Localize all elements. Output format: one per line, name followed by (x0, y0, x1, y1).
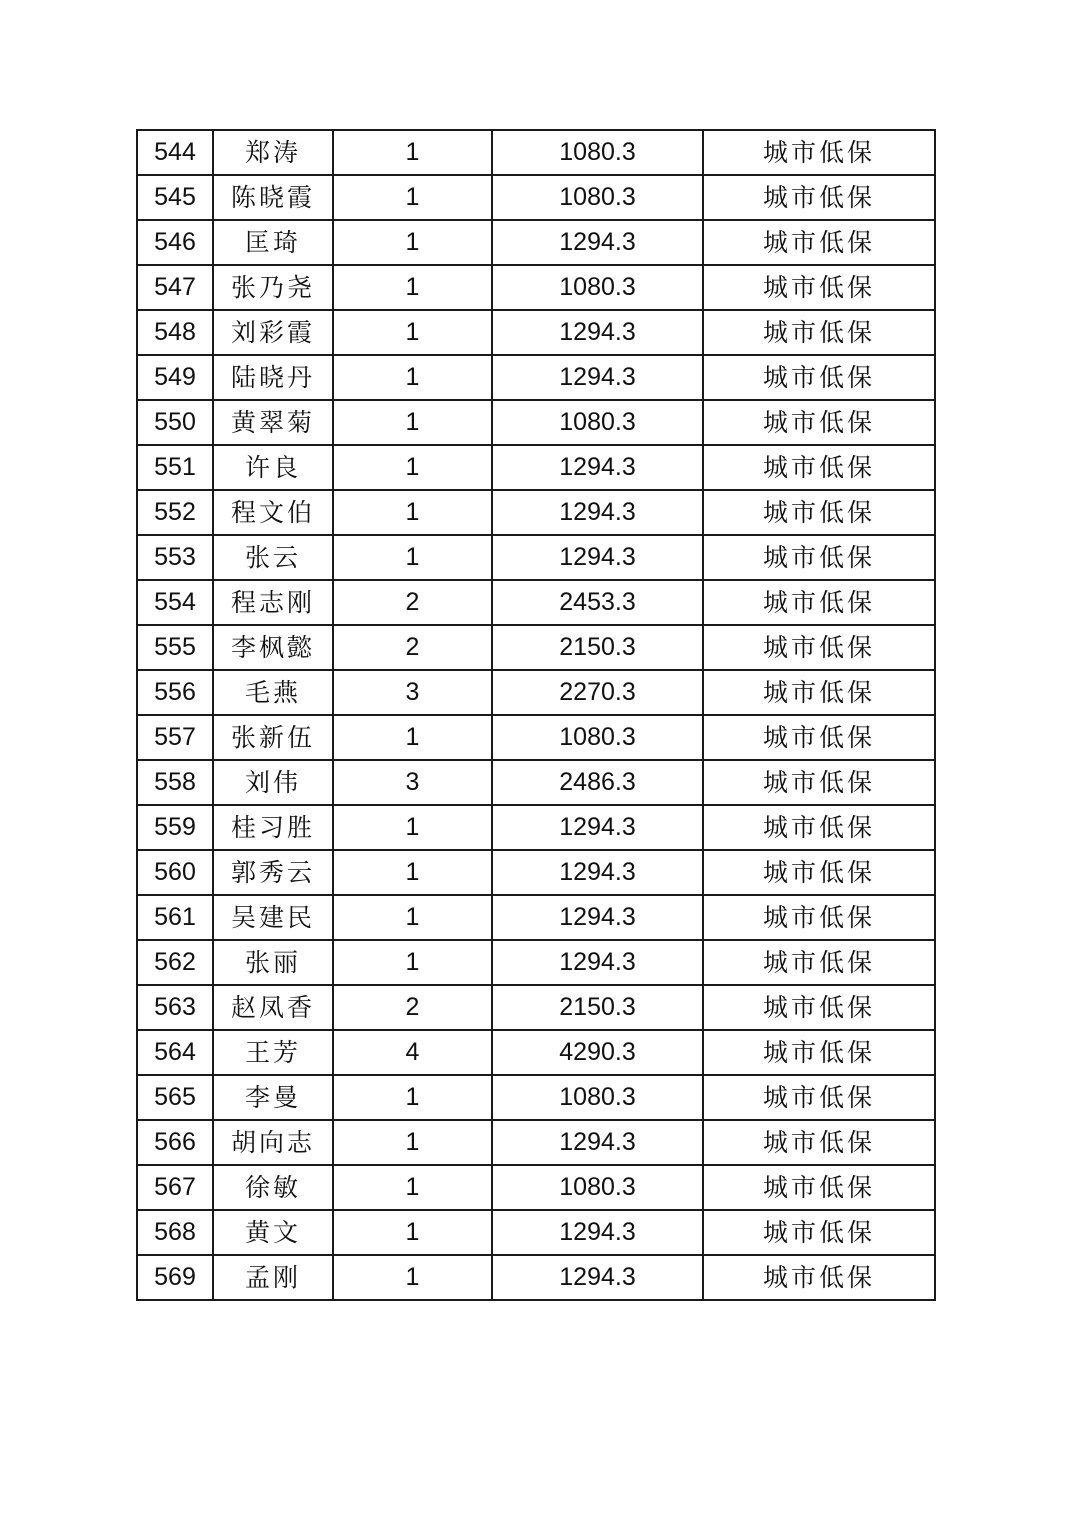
name-cell: 程志刚 (213, 580, 333, 625)
name-cell: 刘彩霞 (213, 310, 333, 355)
household-size-cell: 1 (333, 310, 492, 355)
assistance-type-cell: 城市低保 (703, 400, 935, 445)
amount-cell: 1294.3 (492, 850, 703, 895)
household-size-cell: 1 (333, 175, 492, 220)
name-cell: 程文伯 (213, 490, 333, 535)
name-cell: 刘伟 (213, 760, 333, 805)
serial-number-cell: 565 (137, 1075, 213, 1120)
household-size-cell: 2 (333, 625, 492, 670)
assistance-type-cell: 城市低保 (703, 130, 935, 175)
table-row (137, 1165, 935, 1210)
name-cell: 张丽 (213, 940, 333, 985)
amount-cell: 1294.3 (492, 1210, 703, 1255)
serial-number-cell: 557 (137, 715, 213, 760)
name-cell: 黄翠菊 (213, 400, 333, 445)
household-size-cell: 1 (333, 265, 492, 310)
table-row (137, 670, 935, 715)
assistance-type-cell: 城市低保 (703, 580, 935, 625)
serial-number-cell: 563 (137, 985, 213, 1030)
assistance-type-cell: 城市低保 (703, 850, 935, 895)
serial-number-cell: 561 (137, 895, 213, 940)
household-size-cell: 1 (333, 445, 492, 490)
name-cell: 许良 (213, 445, 333, 490)
serial-number-cell: 558 (137, 760, 213, 805)
serial-number-cell: 562 (137, 940, 213, 985)
amount-cell: 1080.3 (492, 265, 703, 310)
table-row (137, 985, 935, 1030)
serial-number-cell: 560 (137, 850, 213, 895)
household-size-cell: 3 (333, 760, 492, 805)
household-size-cell: 1 (333, 895, 492, 940)
table-row (137, 1210, 935, 1255)
assistance-type-cell: 城市低保 (703, 445, 935, 490)
name-cell: 黄文 (213, 1210, 333, 1255)
table-row (137, 1030, 935, 1075)
amount-cell: 1080.3 (492, 400, 703, 445)
amount-cell: 1080.3 (492, 175, 703, 220)
household-size-cell: 1 (333, 220, 492, 265)
name-cell: 匡琦 (213, 220, 333, 265)
amount-cell: 1294.3 (492, 805, 703, 850)
assistance-type-cell: 城市低保 (703, 1030, 935, 1075)
assistance-type-cell: 城市低保 (703, 1255, 935, 1300)
serial-number-cell: 544 (137, 130, 213, 175)
assistance-type-cell: 城市低保 (703, 940, 935, 985)
assistance-type-cell: 城市低保 (703, 175, 935, 220)
amount-cell: 1294.3 (492, 1120, 703, 1165)
table-row (137, 715, 935, 760)
amount-cell: 1080.3 (492, 130, 703, 175)
table-row (137, 310, 935, 355)
amount-cell: 2270.3 (492, 670, 703, 715)
serial-number-cell: 564 (137, 1030, 213, 1075)
name-cell: 郭秀云 (213, 850, 333, 895)
table-row (137, 175, 935, 220)
assistance-type-cell: 城市低保 (703, 310, 935, 355)
serial-number-cell: 547 (137, 265, 213, 310)
assistance-type-cell: 城市低保 (703, 490, 935, 535)
serial-number-cell: 566 (137, 1120, 213, 1165)
name-cell: 王芳 (213, 1030, 333, 1075)
name-cell: 胡向志 (213, 1120, 333, 1165)
table-row (137, 1075, 935, 1120)
assistance-type-cell: 城市低保 (703, 265, 935, 310)
amount-cell: 1294.3 (492, 895, 703, 940)
serial-number-cell: 548 (137, 310, 213, 355)
household-size-cell: 1 (333, 1255, 492, 1300)
amount-cell: 1080.3 (492, 715, 703, 760)
table-row (137, 580, 935, 625)
household-size-cell: 1 (333, 940, 492, 985)
household-size-cell: 1 (333, 1075, 492, 1120)
name-cell: 李枫懿 (213, 625, 333, 670)
serial-number-cell: 552 (137, 490, 213, 535)
name-cell: 陈晓霞 (213, 175, 333, 220)
name-cell: 张新伍 (213, 715, 333, 760)
table-row (137, 805, 935, 850)
amount-cell: 2453.3 (492, 580, 703, 625)
household-size-cell: 1 (333, 490, 492, 535)
serial-number-cell: 567 (137, 1165, 213, 1210)
table-row (137, 1255, 935, 1300)
amount-cell: 1294.3 (492, 1255, 703, 1300)
roster-table-body (137, 130, 935, 1300)
serial-number-cell: 545 (137, 175, 213, 220)
name-cell: 张云 (213, 535, 333, 580)
table-row (137, 940, 935, 985)
household-size-cell: 2 (333, 580, 492, 625)
serial-number-cell: 550 (137, 400, 213, 445)
household-size-cell: 1 (333, 715, 492, 760)
household-size-cell: 1 (333, 805, 492, 850)
household-size-cell: 1 (333, 130, 492, 175)
roster-table (136, 129, 936, 1301)
table-row (137, 535, 935, 580)
amount-cell: 1294.3 (492, 310, 703, 355)
assistance-type-cell: 城市低保 (703, 985, 935, 1030)
assistance-type-cell: 城市低保 (703, 1120, 935, 1165)
assistance-type-cell: 城市低保 (703, 1165, 935, 1210)
amount-cell: 2486.3 (492, 760, 703, 805)
household-size-cell: 1 (333, 535, 492, 580)
name-cell: 张乃尧 (213, 265, 333, 310)
amount-cell: 1080.3 (492, 1165, 703, 1210)
serial-number-cell: 556 (137, 670, 213, 715)
table-row (137, 130, 935, 175)
amount-cell: 1080.3 (492, 1075, 703, 1120)
name-cell: 孟刚 (213, 1255, 333, 1300)
serial-number-cell: 555 (137, 625, 213, 670)
household-size-cell: 1 (333, 1165, 492, 1210)
household-size-cell: 4 (333, 1030, 492, 1075)
table-row (137, 850, 935, 895)
serial-number-cell: 568 (137, 1210, 213, 1255)
serial-number-cell: 559 (137, 805, 213, 850)
table-row (137, 625, 935, 670)
name-cell: 吴建民 (213, 895, 333, 940)
table-row (137, 265, 935, 310)
assistance-type-cell: 城市低保 (703, 895, 935, 940)
assistance-type-cell: 城市低保 (703, 1210, 935, 1255)
serial-number-cell: 551 (137, 445, 213, 490)
table-row (137, 355, 935, 400)
table-row (137, 445, 935, 490)
table-row (137, 220, 935, 265)
table-row (137, 895, 935, 940)
amount-cell: 2150.3 (492, 985, 703, 1030)
amount-cell: 1294.3 (492, 940, 703, 985)
household-size-cell: 1 (333, 355, 492, 400)
serial-number-cell: 569 (137, 1255, 213, 1300)
name-cell: 陆晓丹 (213, 355, 333, 400)
assistance-type-cell: 城市低保 (703, 535, 935, 580)
table-row (137, 760, 935, 805)
household-size-cell: 1 (333, 1120, 492, 1165)
table-row (137, 400, 935, 445)
household-size-cell: 2 (333, 985, 492, 1030)
name-cell: 郑涛 (213, 130, 333, 175)
name-cell: 毛燕 (213, 670, 333, 715)
amount-cell: 1294.3 (492, 445, 703, 490)
amount-cell: 4290.3 (492, 1030, 703, 1075)
assistance-type-cell: 城市低保 (703, 760, 935, 805)
amount-cell: 2150.3 (492, 625, 703, 670)
amount-cell: 1294.3 (492, 535, 703, 580)
amount-cell: 1294.3 (492, 220, 703, 265)
assistance-type-cell: 城市低保 (703, 805, 935, 850)
assistance-type-cell: 城市低保 (703, 355, 935, 400)
serial-number-cell: 553 (137, 535, 213, 580)
table-row (137, 1120, 935, 1165)
name-cell: 赵凤香 (213, 985, 333, 1030)
serial-number-cell: 546 (137, 220, 213, 265)
serial-number-cell: 554 (137, 580, 213, 625)
assistance-type-cell: 城市低保 (703, 670, 935, 715)
assistance-type-cell: 城市低保 (703, 220, 935, 265)
household-size-cell: 3 (333, 670, 492, 715)
assistance-type-cell: 城市低保 (703, 1075, 935, 1120)
assistance-type-cell: 城市低保 (703, 715, 935, 760)
household-size-cell: 1 (333, 850, 492, 895)
name-cell: 李曼 (213, 1075, 333, 1120)
amount-cell: 1294.3 (492, 355, 703, 400)
serial-number-cell: 549 (137, 355, 213, 400)
assistance-type-cell: 城市低保 (703, 625, 935, 670)
table-row (137, 490, 935, 535)
household-size-cell: 1 (333, 400, 492, 445)
name-cell: 桂习胜 (213, 805, 333, 850)
household-size-cell: 1 (333, 1210, 492, 1255)
amount-cell: 1294.3 (492, 490, 703, 535)
name-cell: 徐敏 (213, 1165, 333, 1210)
